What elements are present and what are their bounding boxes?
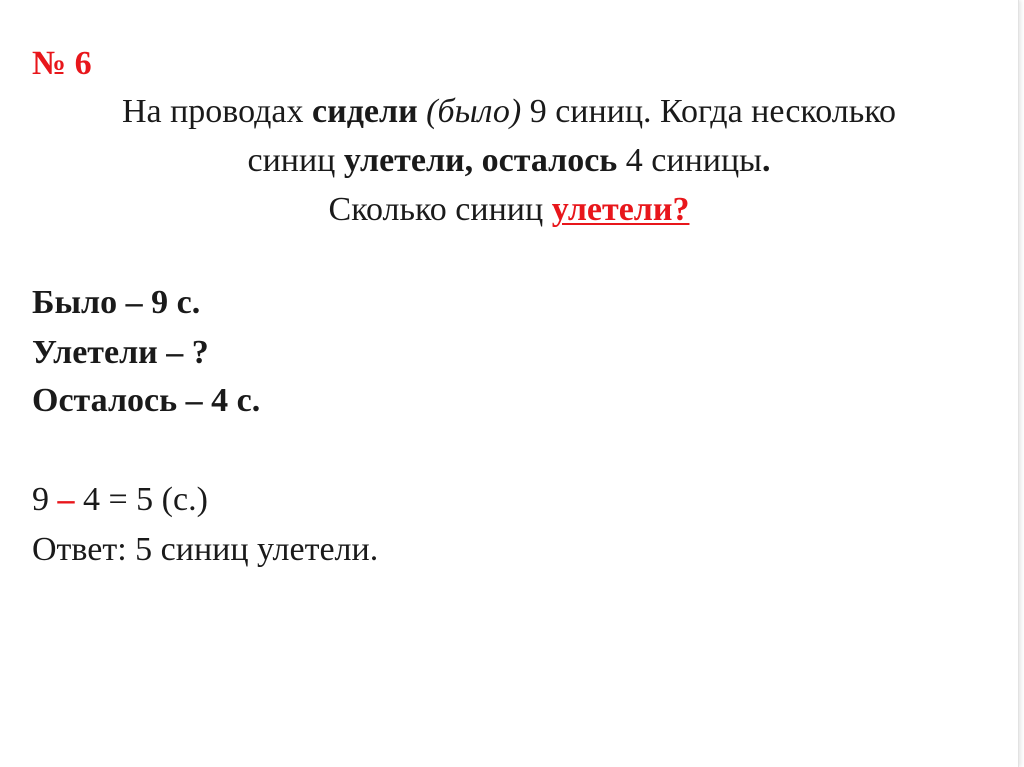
condition-was: Было – 9 с. [32, 284, 201, 321]
problem-number: № 6 [32, 45, 92, 82]
question-text: Сколько синиц [328, 191, 552, 228]
expr-a: 9 [32, 481, 58, 518]
condition-remained: Осталось – 4 с. [32, 382, 261, 419]
problem-text-2d: . [762, 142, 771, 179]
solution-answer: Ответ: 5 синиц улетели. [32, 531, 379, 568]
question-highlight: улетели? [551, 191, 690, 228]
problem-text-line-2 [0, 141, 1018, 181]
problem-text-1b: сидели [312, 93, 418, 130]
condition-flew-away: Улетели – ? [32, 334, 209, 371]
problem-text-2a: синиц [247, 142, 344, 179]
problem-text-1a: На проводах [121, 93, 313, 130]
minus-operator: – [57, 481, 75, 518]
problem-text-2c: 4 синицы [617, 142, 763, 179]
problem-question [0, 190, 1018, 230]
expr-b: 4 = 5 (с.) [74, 481, 208, 518]
solution-expression [32, 480, 208, 520]
problem-text-1c: (было) [417, 93, 522, 130]
problem-text-1d: 9 синиц. Когда несколько [521, 93, 897, 130]
problem-text-2b: улетели, осталось [343, 142, 618, 179]
problem-text-line-1 [0, 92, 1018, 132]
